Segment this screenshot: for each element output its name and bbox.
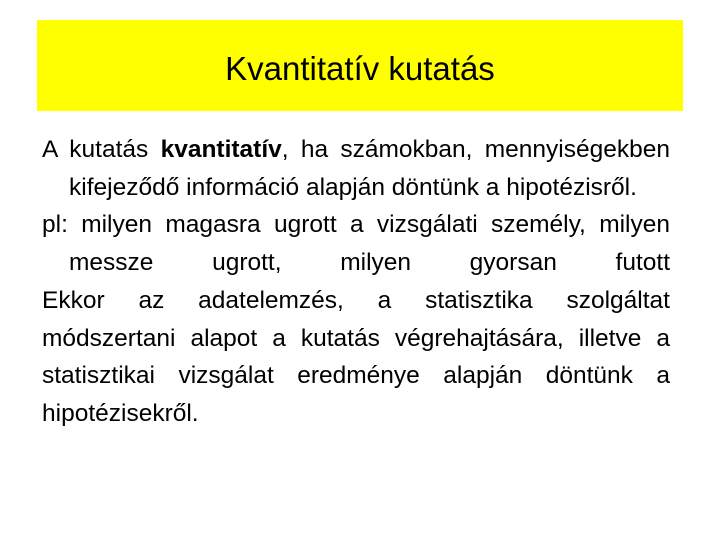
paragraph-definition xyxy=(42,131,670,206)
slide-title: Kvantitatív kutatás xyxy=(225,50,495,87)
paragraph-statistics: Ekkor az adatelemzés, a statisztika szolgáltat módszertani alapot a kutatás végrehajtására, illetve a statisztikai vizsgálat eredménye alapján döntünk a hipotézisekről. xyxy=(42,286,670,427)
title-band xyxy=(37,20,683,111)
definition-keyword: kvantitatív xyxy=(160,136,282,163)
slide-body xyxy=(42,131,670,433)
definition-suffix: , ha számokban, mennyiségekben kifejeződő információ alapján döntünk a hipotézisről. xyxy=(69,136,670,201)
definition-prefix: A kutatás xyxy=(42,136,161,163)
paragraph-example: pl: milyen magasra ugrott a vizsgálati személy, milyen messze ugrott, milyen gyorsan futott xyxy=(42,211,670,277)
